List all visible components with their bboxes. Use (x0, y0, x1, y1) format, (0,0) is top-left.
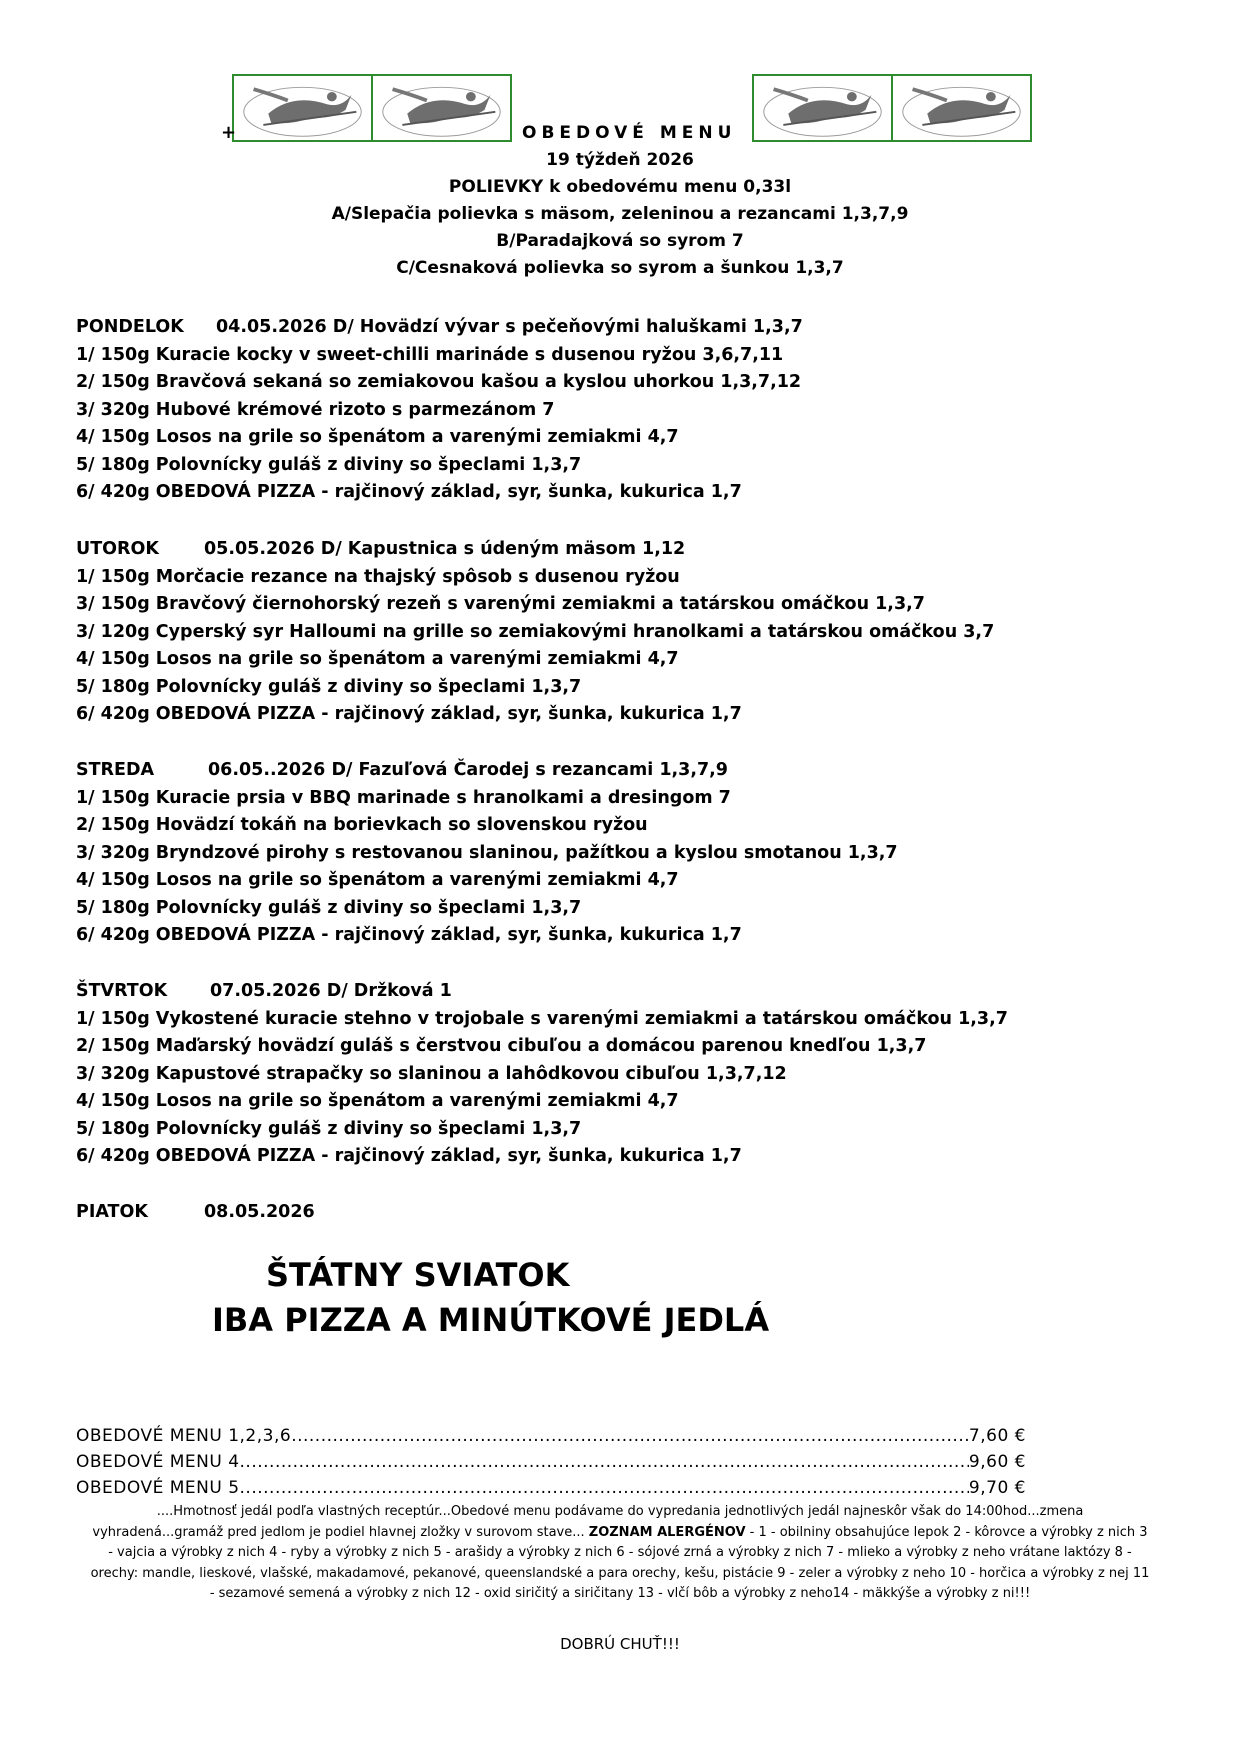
day-date-soup: 04.05.2026 D/ Hovädzí vývar s pečeňovými haluškami 1,3,7 (216, 317, 803, 337)
day-tuesday (76, 536, 1176, 729)
price-label: OBEDOVÉ MENU 5 (76, 1478, 240, 1498)
menu-item: 6/ 420g OBEDOVÁ PIZZA - rajčinový základ, syr, šunka, kukurica 1,7 (76, 704, 742, 724)
menu-item: 5/ 180g Polovnícky guláš z diviny so špeclami 1,3,7 (76, 1118, 582, 1139)
menu-item: 1/ 150g Kuracie kocky v sweet-chilli marináde s dusenou ryžou 3,6,7,11 (76, 344, 784, 365)
menu-item: 3/ 120g Cyperský syr Halloumi na grille so zemiakovými hranolkami a tatárskou omáčkou 3,7 (76, 621, 995, 642)
witch-logo (893, 76, 1030, 140)
holiday-title: ŠTÁTNY SVIATOK (266, 1256, 570, 1294)
footnote-text: ....Hmotnosť jedál podľa vlastných receptúr...Obedové menu podávame do vypredania jednotlivých jedál najneskôr však do 14:00hod...zmena vyhradená...gramáž pred jedlom je podiel hlavnej zložky v surovom stave... (92, 1504, 1084, 1540)
witch-icon (754, 76, 891, 140)
menu-item: 1/ 150g Vykostené kuracie stehno v trojobale s varenými zemiakmi a tatárskou omáčkou 1,3,7 (76, 1008, 1008, 1029)
day-name: UTOROK (76, 539, 159, 559)
soup-item: A/Slepačia polievka s mäsom, zeleninou a rezancami 1,3,7,9 (331, 204, 909, 224)
menu-item: 5/ 180g Polovnícky guláš z diviny so špeclami 1,3,7 (76, 676, 582, 697)
menu-item: 3/ 320g Hubové krémové rizoto s parmezánom 7 (76, 399, 555, 420)
menu-item: 6/ 420g OBEDOVÁ PIZZA - rajčinový základ, syr, šunka, kukurica 1,7 (76, 1146, 742, 1166)
allergen-list-title: ZOZNAM ALERGÉNOV (588, 1524, 746, 1540)
price-row (76, 1423, 1026, 1449)
menu-item: 2/ 150g Bravčová sekaná so zemiakovou kašou a kyslou uhorkou 1,3,7,12 (76, 372, 802, 392)
witch-logo (754, 76, 893, 140)
day-thursday (76, 978, 1176, 1171)
witch-icon (373, 76, 510, 140)
day-name: STREDA (76, 760, 155, 780)
menu-item: 1/ 150g Morčacie rezance na thajský spôsob s dusenou ryžou (76, 566, 680, 587)
menu-item: 2/ 150g Maďarský hovädzí guláš s čerstvou cibuľou a domácou parenou knedľou 1,3,7 (76, 1036, 927, 1056)
day-heading (76, 536, 1176, 564)
allergen-footnote (90, 1502, 1150, 1605)
menu-item: 4/ 150g Losos na grile so špenátom a varenými zemiakmi 4,7 (76, 1091, 679, 1111)
witch-logo (373, 76, 510, 140)
day-monday (76, 314, 1176, 507)
day-wednesday (76, 757, 1176, 950)
allergen-list: - 1 - obilniny obsahujúce lepok 2 - kôrovce a výrobky z nich 3 - vajcia a výrobky z nich 4 - ryby a výrobky z nich 5 - arašidy a výrobky z nich 6 - sójové zrná a výrobky z nich 7 - mlieko a výrobky z neho vrátane laktózy 8 - orechy: mandle, lieskové, vlašské, makadamové, pekanové, queenslandské a para orechy, kešu, pistácie 9 - zeler a výrobky z neho 10 - horčica a výrobky z nej 11 - sezamové semená a výrobky z nich 12 - oxid siričitý a siričitany 13 - vlčí bôb a výrobky z neho14 - mäkkýše a výrobky z ni!!! (90, 1524, 1150, 1601)
menu-item: 3/ 320g Bryndzové pirohy s restovanou slaninou, pažítkou a kyslou smotanou 1,3,7 (76, 842, 898, 863)
menu-item: 5/ 180g Polovnícky guláš z diviny so špeclami 1,3,7 (76, 897, 582, 918)
price-leader (240, 1475, 969, 1501)
menu-item: 4/ 150g Losos na grile so špenátom a varenými zemiakmi 4,7 (76, 427, 679, 447)
menu-item: 6/ 420g OBEDOVÁ PIZZA - rajčinový základ, syr, šunka, kukurica 1,7 (76, 482, 742, 502)
day-date-soup: 08.05.2026 (204, 1202, 315, 1222)
price-row (76, 1475, 1026, 1501)
logo-strip-left (232, 74, 512, 142)
soup-item: B/Paradajková so syrom 7 (496, 231, 744, 251)
menu-item: 6/ 420g OBEDOVÁ PIZZA - rajčinový základ, syr, šunka, kukurica 1,7 (76, 925, 742, 945)
price-row (76, 1449, 1026, 1475)
day-heading (76, 757, 1176, 785)
menu-title: OBEDOVÉ MENU (522, 123, 737, 143)
menu-item: 4/ 150g Losos na grile so špenátom a varenými zemiakmi 4,7 (76, 649, 679, 669)
witch-logo (234, 76, 373, 140)
soups-title: POLIEVKY k obedovému menu 0,33l (448, 177, 792, 197)
menu-item: 3/ 150g Bravčový čiernohorský rezeň s varenými zemiakmi a tatárskou omáčkou 1,3,7 (76, 594, 925, 614)
menu-item: 4/ 150g Losos na grile so špenátom a varenými zemiakmi 4,7 (76, 870, 679, 890)
price-label: OBEDOVÉ MENU 4 (76, 1452, 240, 1472)
day-heading (76, 1199, 1176, 1227)
menu-item: 3/ 320g Kapustové strapačky so slaninou a lahôdkovou cibuľou 1,3,7,12 (76, 1063, 787, 1084)
price-value: 9,70 € (968, 1478, 1026, 1498)
day-date-soup: 06.05..2026 D/ Fazuľová Čarodej s rezancami 1,3,7,9 (208, 760, 728, 780)
menu-item: 5/ 180g Polovnícky guláš z diviny so špeclami 1,3,7 (76, 454, 582, 475)
menu-item: 1/ 150g Kuracie prsia v BBQ marinade s hranolkami a dresingom 7 (76, 787, 731, 808)
price-value: 9,60 € (968, 1452, 1026, 1472)
holiday-note: IBA PIZZA A MINÚTKOVÉ JEDLÁ (212, 1301, 770, 1339)
week-label: 19 týždeň 2026 (546, 150, 694, 170)
price-leader (291, 1423, 969, 1449)
witch-icon (234, 76, 371, 140)
price-leader (240, 1449, 969, 1475)
day-name: ŠTVRTOK (76, 981, 168, 1001)
witch-icon (893, 76, 1030, 140)
day-heading (76, 978, 1176, 1006)
closing-greeting: DOBRÚ CHUŤ!!! (560, 1635, 680, 1653)
menu-item: 2/ 150g Hovädzí tokáň na borievkach so slovenskou ryžou (76, 815, 648, 835)
day-name: PONDELOK (76, 317, 184, 337)
plus-mark: + (221, 122, 237, 143)
day-date-soup: 05.05.2026 D/ Kapustnica s údeným mäsom 1,12 (204, 539, 686, 559)
price-value: 7,60 € (968, 1426, 1026, 1446)
day-name: PIATOK (76, 1202, 148, 1222)
day-heading (76, 314, 1176, 342)
soup-item: C/Cesnaková polievka so syrom a šunkou 1,3,7 (396, 258, 844, 278)
day-date-soup: 07.05.2026 D/ Držková 1 (210, 981, 452, 1001)
logo-strip-right (752, 74, 1032, 142)
price-label: OBEDOVÉ MENU 1,2,3,6 (76, 1426, 292, 1446)
day-friday (76, 1199, 1176, 1227)
